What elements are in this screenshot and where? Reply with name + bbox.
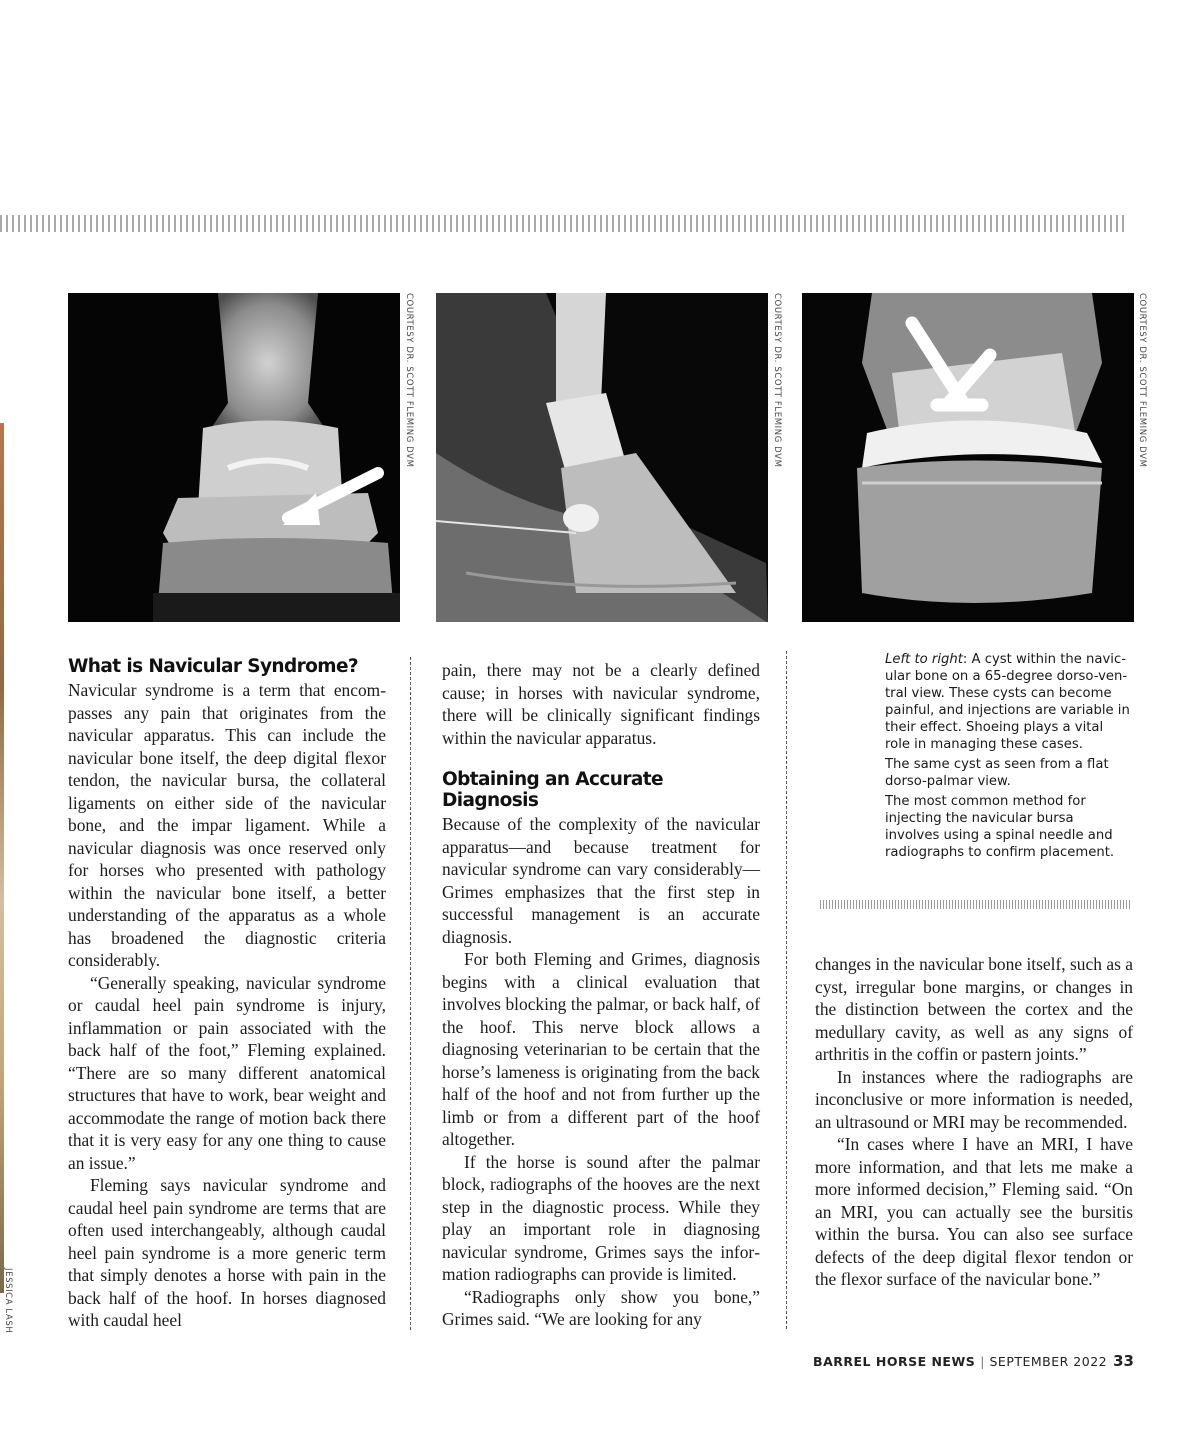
body-paragraph: In instances where the radiographs are inconclusive or more information is needed, an ultrasound or MRI may be recommended. bbox=[815, 1066, 1133, 1132]
article-column-3 bbox=[815, 953, 1133, 1291]
caption-1 bbox=[885, 651, 1130, 753]
section-heading: Obtaining an Accurate Diagnosis bbox=[442, 769, 663, 811]
column-divider bbox=[786, 651, 787, 1329]
photo-credit: COURTESY DR. SCOTT FLEMING DVM bbox=[1137, 293, 1147, 468]
xray-lateral-needle bbox=[436, 293, 768, 622]
body-paragraph: “Generally speaking, navicular syndrome or caudal heel pain syndrome is injury, inflammation or pain associated with the back half of the foot,” Fleming explained. “There are so many different anatomical structures that have to work, bear weight and accommodate the range of motion back there that it is very easy for any one thing to cause an issue.” bbox=[68, 972, 386, 1173]
caption-2: The same cyst as seen from a flat dorso-palmar view. bbox=[885, 757, 1109, 789]
side-photo-credit: JESSICA LASH bbox=[3, 1268, 13, 1334]
body-paragraph: If the horse is sound after the palmar block, radiographs of the hooves are the next step in the diagnostic process. While they play an important role in diagnosing navicular syndrome, Grimes says the information radiographs can provide is limited. bbox=[442, 1151, 760, 1284]
decorative-tick-rule bbox=[820, 900, 1132, 909]
column-divider bbox=[410, 657, 411, 1330]
caption-lead: Left to right bbox=[885, 652, 963, 667]
article-column-1 bbox=[68, 656, 386, 1332]
photo-credit: COURTESY DR. SCOTT FLEMING DVM bbox=[404, 293, 414, 468]
issue-date: SEPTEMBER 2022 bbox=[989, 1354, 1108, 1369]
publication-name: BARREL HORSE NEWS bbox=[813, 1354, 976, 1369]
photo-credit: COURTESY DR. SCOTT FLEMING DVM bbox=[772, 293, 782, 468]
xray-dorso-palmar-cyst bbox=[802, 293, 1134, 622]
xray-dorso-ventral-cyst bbox=[68, 293, 400, 622]
body-paragraph: For both Fleming and Grimes, diagnosis begins with a clinical evaluation that involves blocking the palmar, or back half, of the hoof. This nerve block allows a diagnosing veterinarian to be certain that the horse’s lameness is originating from the back half of the hoof and not from further up the limb or from a different part of the hoof altogether. bbox=[442, 949, 760, 1149]
body-paragraph: changes in the navicular bone itself, such as a cyst, irregular bone margins, or changes in the distinction between the cortex and the medullary cavity, as well as any signs of arthritis in the coffin or pastern joints.” bbox=[815, 954, 1133, 1064]
page-footer bbox=[813, 1352, 1134, 1370]
footer-separator: | bbox=[980, 1354, 985, 1369]
decorative-tick-rule bbox=[0, 215, 1128, 232]
page-number: 33 bbox=[1113, 1352, 1134, 1370]
body-paragraph: “Radiographs only show you bone,” Grimes said. “We are looking for any bbox=[442, 1286, 760, 1329]
body-paragraph: Fleming says navicular syndrome and caudal heel pain syndrome are terms that are often used interchangeably, although caudal heel pain syndrome is a more generic term that simply denotes a horse with pain in the back half of the hoof. In horses diagnosed with caudal heel bbox=[68, 1175, 386, 1330]
body-paragraph: Because of the complexity of the navicular apparatus—and because treatment for navicular syndrome can vary considerably—Grimes emphasizes that the first step in successful management is an accurate diagnosis. bbox=[442, 814, 760, 947]
photo-caption bbox=[885, 651, 1130, 864]
body-paragraph: Navicular syndrome is a term that encompasses any pain that originates from the navicular apparatus. This can include the navicular bone itself, the deep digital flexor tendon, the navicular bursa, the collateral ligaments on either side of the navicular bone, and the impar ligament. While a navicular diagnosis was once reserved only for horses who presented with pathology within the navicular bone itself, a better understanding of the apparatus as a whole has broadened the diagnostic criteria considerably. bbox=[68, 680, 386, 970]
caption-text: : A cyst within the navicular bone on a 65-degree dorso-ventral view. These cysts can become painful, and injections are variable in their effect. Shoeing plays a vital role in managing these cases. bbox=[885, 652, 1130, 752]
adjacent-page-photo-edge bbox=[0, 423, 4, 1293]
article-column-2 bbox=[442, 659, 760, 1331]
body-paragraph: pain, there may not be a clearly defined cause; in horses with navicular syndrome, there will be clinically significant findings within the navicular apparatus. bbox=[442, 660, 760, 748]
section-heading: What is Navicular Syndrome? bbox=[68, 656, 359, 677]
caption-3: The most common method for injecting the navicular bursa involves using a spinal needle and radiographs to confirm placement. bbox=[885, 794, 1115, 860]
body-paragraph: “In cases where I have an MRI, I have more information, and that lets me make a more informed decision,” Fleming said. “On an MRI, you can actually see the bursitis within the bursa. You can also see surface defects of the deep digital flexor tendon or the flexor surface of the navicular bone.” bbox=[815, 1134, 1133, 1289]
